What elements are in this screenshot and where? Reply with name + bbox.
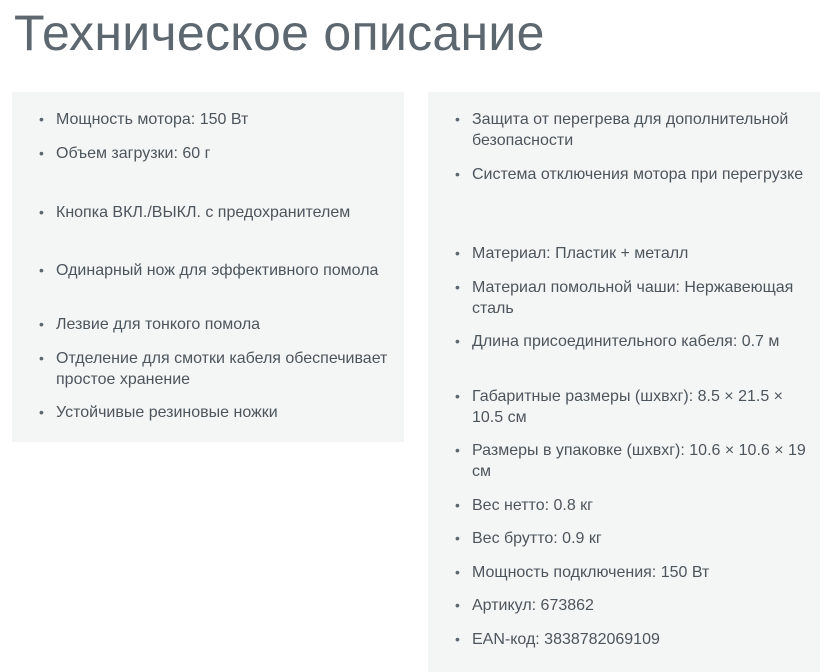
list-item-text: Артикул: 673862 (472, 597, 594, 614)
list-item-text: Объем загрузки: 60 г (56, 145, 211, 162)
list-item (39, 402, 391, 423)
list-item (455, 277, 807, 319)
bullet-icon: • (455, 333, 460, 349)
list-item-text: Длина присоединительного кабеля: 0.7 м (472, 333, 780, 350)
list-item-text: Материал: Пластик + металл (472, 245, 689, 262)
list-item-text: EAN-код: 3838782069109 (472, 631, 660, 648)
list-item (455, 562, 807, 583)
list-item (455, 164, 807, 185)
bullet-icon: • (39, 316, 44, 332)
list-item (455, 595, 807, 616)
bullet-icon: • (39, 111, 44, 127)
bullet-icon: • (39, 145, 44, 161)
list-item-text: Защита от перегрева для дополнительной безопасности (472, 111, 789, 149)
bullet-icon: • (455, 597, 460, 613)
list-item (39, 314, 391, 335)
list-item (455, 331, 807, 352)
page-title: Техническое описание (14, 5, 545, 61)
bullet-icon: • (39, 404, 44, 420)
list-item (39, 109, 391, 130)
list-item (39, 202, 391, 223)
bullet-icon: • (455, 530, 460, 546)
list-item-text: Устойчивые резиновые ножки (56, 404, 278, 421)
bullet-icon: • (39, 262, 44, 278)
list-item-text: Лезвие для тонкого помола (56, 316, 261, 333)
bullet-icon: • (455, 388, 460, 404)
bullet-icon: • (455, 279, 460, 295)
list-item-text: Габаритные размеры (шхвхг): 8.5 × 21.5 × 10.5 см (472, 388, 784, 426)
bullet-icon: • (455, 245, 460, 261)
bullet-icon: • (39, 350, 44, 366)
bullet-icon: • (455, 166, 460, 182)
list-item (455, 243, 807, 264)
bullet-icon: • (455, 564, 460, 580)
list-item-text: Вес нетто: 0.8 кг (472, 497, 594, 514)
spec-panel-left (12, 92, 404, 442)
list-item-text: Кнопка ВКЛ./ВЫКЛ. с предохранителем (56, 204, 351, 221)
list-item-text: Мощность подключения: 150 Вт (472, 564, 710, 581)
list-item-text: Отделение для смотки кабеля обеспечивает простое хранение (56, 350, 388, 388)
list-item (455, 440, 807, 482)
list-item (39, 348, 391, 390)
bullet-icon: • (455, 111, 460, 127)
list-item (455, 109, 807, 151)
bullet-icon: • (455, 631, 460, 647)
bullet-icon: • (39, 204, 44, 220)
list-item (39, 260, 391, 281)
list-item-text: Система отключения мотора при перегрузке (472, 166, 804, 183)
list-item (39, 143, 391, 164)
list-item-text: Размеры в упаковке (шхвхг): 10.6 × 10.6 × 19 см (472, 442, 806, 480)
list-item-text: Вес брутто: 0.9 кг (472, 530, 602, 547)
list-item (455, 528, 807, 549)
list-item (455, 629, 807, 650)
list-item (455, 495, 807, 516)
bullet-icon: • (455, 497, 460, 513)
bullet-icon: • (455, 442, 460, 458)
list-item-text: Мощность мотора: 150 Вт (56, 111, 249, 128)
list-item (455, 386, 807, 428)
list-item-text: Одинарный нож для эффективного помола (56, 262, 379, 279)
list-item-text: Материал помольной чаши: Нержавеющая сталь (472, 279, 794, 317)
spec-panel-right (428, 92, 820, 672)
